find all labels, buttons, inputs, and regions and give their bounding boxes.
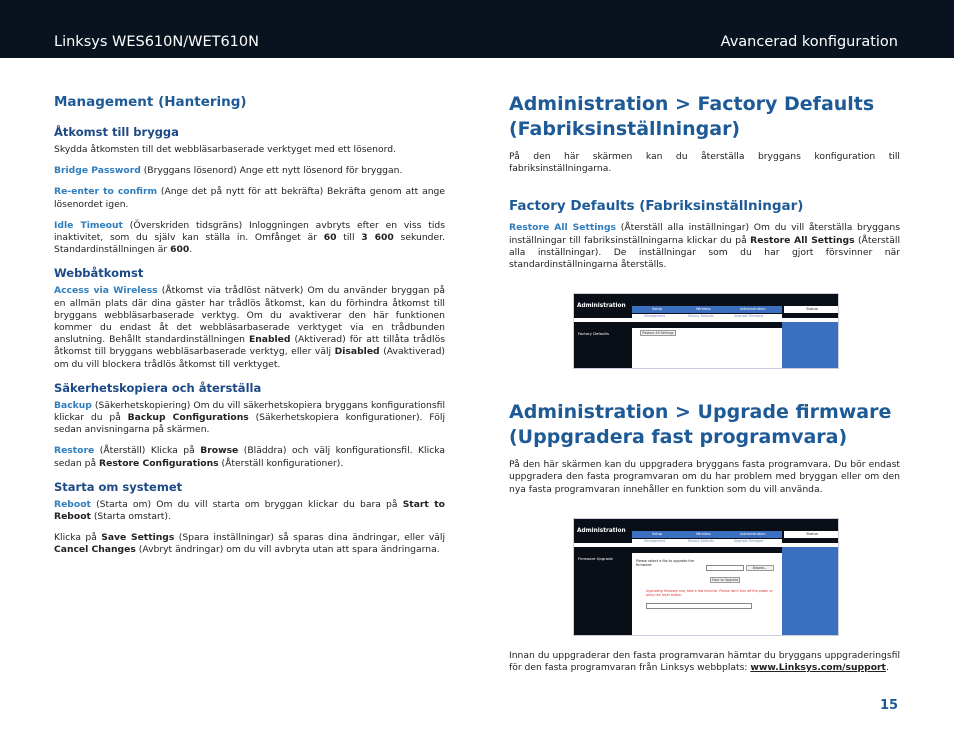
idle-min: 60	[323, 232, 337, 244]
upgrade-firmware-title: Administration > Upgrade firmware (Uppgradera fast programvara)	[509, 401, 892, 449]
idle-text-4: .	[189, 244, 193, 256]
shot2-tab-wireless: Wireless	[696, 531, 711, 536]
web-access-heading: Webbåtkomst	[54, 266, 144, 281]
save-settings-term: Save Settings	[101, 532, 175, 544]
shot2-help-panel	[782, 547, 839, 635]
factory-intro: På den här skärmen kan du återställa bryggans konfiguration till fabriksinställningarna.	[509, 151, 900, 175]
shot2-subtab-factory: Factory Defaults	[688, 538, 714, 543]
shot1-help-panel	[782, 322, 839, 368]
idle-text-2: till	[336, 232, 362, 244]
shot2-subtabs	[632, 539, 782, 544]
web-access-paragraph	[54, 285, 445, 370]
restore-text-2: (Bläddra) och välj konfigurationsfil. Klicka sedan på	[54, 445, 445, 469]
shot2-file-field	[706, 565, 744, 571]
firmware-outro-end: .	[885, 662, 889, 674]
factory-defaults-title: Administration > Factory Defaults (Fabriksinställningar)	[509, 93, 875, 140]
idle-timeout-paragraph	[54, 220, 445, 257]
save-text-1: Klicka på	[54, 532, 102, 544]
reenter-text: (Ange det på nytt för att bekräfta) Bekräfta genom att ange lösenordet igen.	[54, 186, 446, 210]
firmware-outro	[509, 650, 900, 674]
restart-heading: Starta om systemet	[54, 479, 183, 494]
save-text-2: (Spara inställningar) så sparas dina ändringar, eller välj	[174, 532, 445, 544]
backup-heading: Säkerhetskopiera och återställa	[54, 380, 262, 395]
restore-all-text-2: (Återställ alla inställningar). De inställningar som du har gjort försvinner när standardinställningarna återställs.	[509, 234, 900, 271]
disabled-term: Disabled	[334, 346, 380, 358]
reboot-text-1: (Starta om) Om du vill starta om bryggan klickar du bara på	[90, 498, 403, 510]
linksys-support-link[interactable]: www.Linksys.com/support	[750, 662, 886, 674]
browse-term: Browse	[200, 445, 239, 457]
firmware-intro: På den här skärmen kan du uppgradera bryggans fasta programvara. Du bör endast uppgradera den fasta programvaran om du har problem med bryggan eller om den nya fasta programvaran innehåller en funktion som du vill använda.	[509, 459, 900, 495]
restore-all-keyword: Restore All Settings	[509, 222, 617, 234]
reboot-text-2: (Starta omstart).	[90, 511, 171, 523]
restore-configurations-term: Restore Configurations	[99, 457, 219, 469]
bridge-password-text: (Bryggans lösenord) Ange ett nytt lösenord för bryggan.	[140, 165, 403, 177]
management-title: Management (Hantering)	[54, 94, 247, 110]
shot1-subtab-upgrade: Upgrade Firmware	[734, 314, 764, 319]
shot2-sidebar	[574, 553, 632, 635]
shot1-subtabs	[632, 314, 782, 319]
web-text-1: (Åtkomst via trådlöst nätverk) Om du använder bryggan på en allmän plats där dina gäster har trådlös åtkomst, kan du förhindra åtkomst till bryggans webbläsarbaserade verktyg. Om du avaktiverar den här funktionen kommer du endast åt det webbläsarbaserade verktyget via en trådbunden anslutning. Behållt standardinställningen	[54, 285, 445, 346]
backup-text-1: (Säkerhetskopiering) Om du vill säkerhetskopiera bryggans konfigurationsfil klickar du på	[54, 399, 445, 424]
shot1-tabs	[632, 306, 782, 313]
reenter-keyword: Re-enter to confirm	[54, 186, 158, 198]
access-heading: Åtkomst till brygga	[54, 125, 179, 139]
shot2-tab-administration: Administration	[740, 531, 766, 536]
upgrade-firmware-screenshot	[573, 518, 839, 636]
shot2-start-button: Start to Upgrade	[711, 577, 739, 582]
access-intro: Skydda åtkomsten till det webbläsarbaserade verktyget med ett lösenord.	[54, 144, 396, 155]
backup-paragraph	[54, 400, 445, 437]
restore-text-3: (Återställ konfigurationer).	[218, 457, 344, 469]
page-number: 15	[880, 698, 899, 713]
save-text-3: (Avbryt ändringar) om du vill avbryta utan att spara ändringarna.	[135, 544, 440, 556]
shot2-file-label: Please select a file to upgrade the firmware:	[636, 558, 694, 567]
idle-timeout-keyword: Idle Timeout	[54, 219, 123, 231]
product-name: Linksys WES610N/WET610N	[54, 34, 259, 50]
idle-default: 600	[170, 244, 190, 256]
section-name: Avancerad konfiguration	[720, 34, 898, 50]
shot2-content	[632, 553, 782, 635]
idle-text-3: sekunder. Standardinställningen är	[54, 232, 445, 256]
access-wireless-keyword: Access via Wireless	[54, 285, 158, 297]
restore-all-term: Restore All Settings	[750, 234, 855, 246]
idle-max: 3 600	[361, 232, 394, 244]
shot2-subtab-management: Management	[644, 538, 665, 543]
web-text-2: (Aktiverad) för att tillåta trådlös åtkomst till bryggans webbläsarbaserade verktyg, eller välj	[54, 334, 445, 358]
restore-keyword: Restore	[54, 445, 95, 457]
restore-all-paragraph	[509, 222, 900, 271]
shot1-sidebar	[574, 328, 632, 368]
reenter-paragraph	[54, 186, 445, 210]
shot1-tab-setup: Setup	[652, 307, 663, 312]
cancel-changes-term: Cancel Changes	[54, 544, 136, 556]
web-text-3: (Avaktiverad) om du vill blockera trådlös åtkomst till verktyget.	[54, 346, 445, 370]
shot2-subtab-upgrade: Upgrade Firmware	[734, 538, 764, 543]
shot2-title: Administration	[577, 527, 626, 534]
shot2-status: Status	[784, 531, 839, 538]
reboot-keyword: Reboot	[54, 498, 91, 510]
shot2-progress-bar	[646, 603, 752, 609]
bridge-password-keyword: Bridge Password	[54, 165, 141, 177]
shot2-tabs	[632, 531, 782, 538]
backup-keyword: Backup	[54, 399, 92, 411]
page-header	[0, 0, 954, 58]
shot2-browse-button: Browse...	[746, 565, 774, 571]
backup-text-2: (Säkerhetskopiera konfigurationer). Följ sedan anvisningarna på skärmen.	[54, 412, 445, 436]
save-paragraph	[54, 532, 445, 556]
start-reboot-term: Start to Reboot	[54, 498, 445, 523]
enabled-term: Enabled	[248, 334, 291, 346]
shot1-tab-wireless: Wireless	[696, 307, 711, 312]
shot1-content	[632, 328, 782, 368]
factory-defaults-heading: Factory Defaults (Fabriksinställningar)	[509, 198, 804, 215]
shot1-tab-administration: Administration	[740, 307, 766, 312]
shot1-restore-button: Restore All Settings	[640, 330, 676, 336]
restore-paragraph	[54, 445, 445, 469]
reboot-paragraph	[54, 499, 445, 523]
shot1-subtab-management: Management	[644, 314, 665, 319]
backup-configurations-term: Backup Configurations	[127, 412, 249, 424]
shot1-side-label: Factory Defaults	[578, 331, 609, 337]
shot2-tab-setup: Setup	[652, 531, 663, 536]
left-column	[54, 94, 445, 566]
restore-all-text-1: (Återställ alla inställningar) Om du vill återställa bryggans inställningar till fabriksinställningarna klickar du på	[509, 222, 900, 246]
right-column	[509, 92, 900, 683]
firmware-outro-text: Innan du uppgraderar den fasta programvaran hämtar du bryggans uppgraderingsfil för den fasta programvaran från Linksys webbplats:	[509, 649, 900, 674]
shot1-subtab-factory: Factory Defaults	[688, 314, 714, 319]
shot1-title: Administration	[577, 303, 626, 310]
idle-text-1: (Överskriden tidsgräns) Inloggningen avbryts efter en viss tids inaktivitet, som du själv kan ställa in. Omfånget är	[54, 219, 445, 244]
factory-defaults-screenshot	[573, 293, 839, 369]
shot2-side-label: Firmware Upgrade	[578, 555, 613, 561]
shot2-warning: Upgrading firmware may take a few minutes. Please don't turn off the power or press the reset button.	[646, 588, 773, 597]
bridge-password-paragraph	[54, 165, 445, 177]
shot1-status: Status	[784, 306, 839, 313]
restore-text-1: (Återställ) Klicka på	[94, 445, 201, 457]
